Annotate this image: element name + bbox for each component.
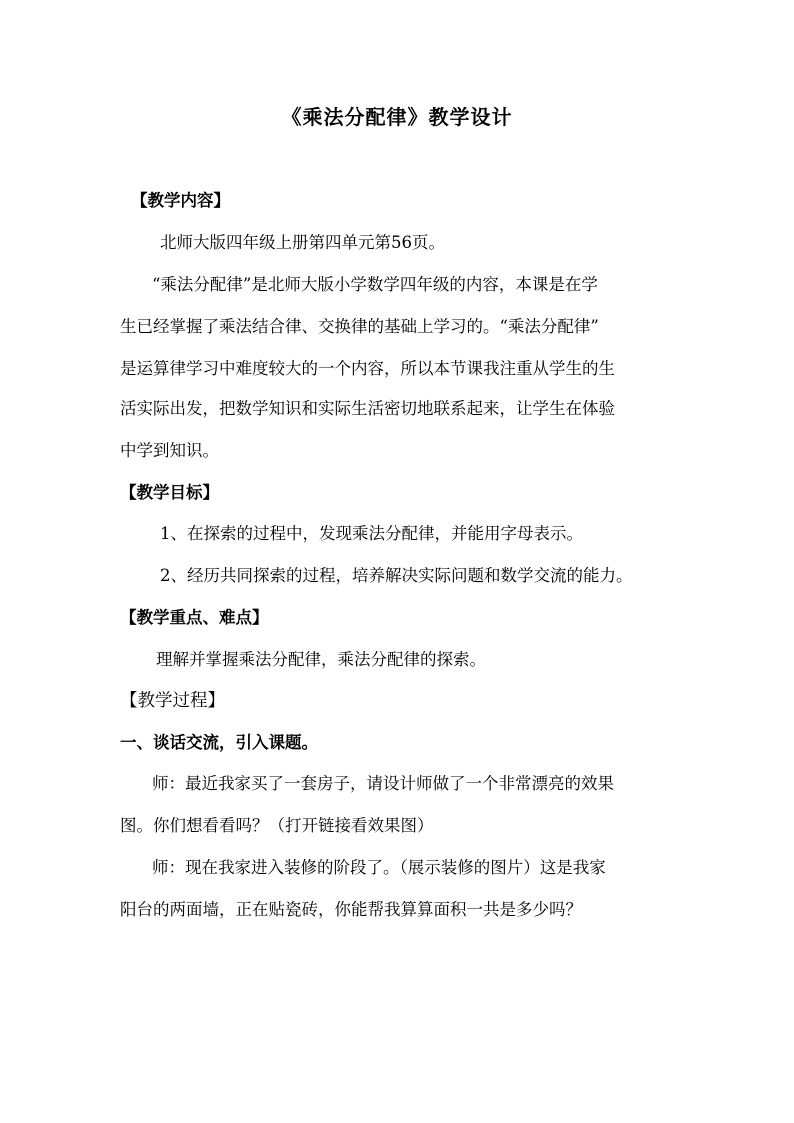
content-line-2: “乘法分配律”是北师大版小学数学四年级的内容，本课是在学 [152, 275, 598, 294]
section-heading-keypoints: 【教学重点、难点】 [120, 608, 269, 627]
process-line-2: 图。你们想看看吗？（打开链接看效果图） [120, 816, 434, 835]
content-line-3: 生已经掌握了乘法结合律、交换律的基础上学习的。“乘法分配律” [120, 317, 599, 336]
process-subheading: 一、谈话交流，引入课题。 [120, 733, 318, 752]
section-heading-content: 【教学内容】 [131, 191, 230, 210]
goals-line-1: 1、在探索的过程中，发现乘法分配律，并能用字母表示。 [160, 524, 583, 543]
content-line-5: 活实际出发，把数学知识和实际生活密切地联系起来，让学生在体验 [120, 399, 615, 418]
goals-line-2: 2、经历共同探索的过程，培养解决实际问题和数学交流的能力。 [160, 566, 633, 585]
section-heading-goals: 【教学目标】 [120, 483, 219, 502]
content-line-4: 是运算律学习中难度较大的一个内容，所以本节课我注重从学生的生 [120, 359, 615, 378]
keypoints-line-1: 理解并掌握乘法分配律，乘法分配律的探索。 [156, 650, 486, 669]
section-heading-process: 【教学过程】 [120, 691, 225, 711]
content-line-1: 北师大版四年级上册第四单元第56页。 [160, 233, 445, 252]
process-line-3: 师：现在我家进入装修的阶段了。（展示装修的图片）这是我家 [152, 858, 606, 877]
process-line-4: 阳台的两面墙，正在贴瓷砖，你能帮我算算面积一共是多少吗？ [120, 900, 582, 919]
page-title: 《乘法分配律》教学设计 [281, 105, 513, 129]
content-line-6: 中学到知识。 [120, 441, 219, 460]
process-line-1: 师：最近我家买了一套房子，请设计师做了一个非常漂亮的效果 [152, 774, 614, 793]
